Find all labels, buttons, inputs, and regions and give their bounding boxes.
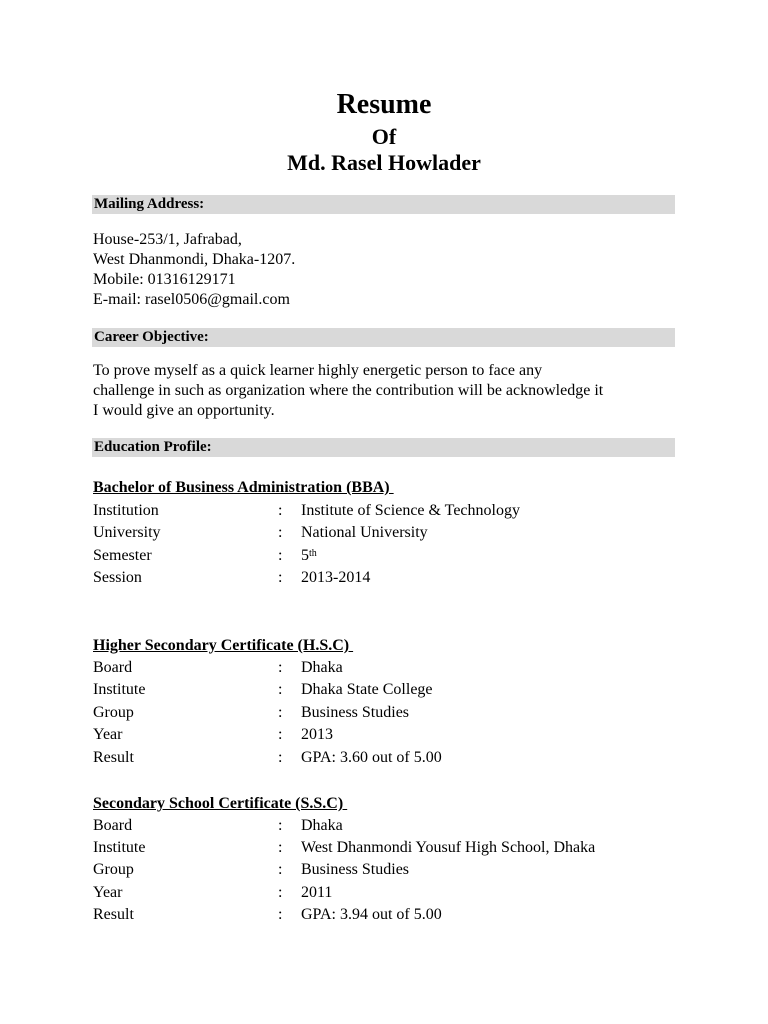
row-label: Group xyxy=(93,861,134,878)
email-line: E-mail: rasel0506@gmail.com xyxy=(93,291,290,308)
row-colon: : xyxy=(278,704,283,721)
table-row xyxy=(93,657,693,679)
applicant-name: Md. Rasel Howlader xyxy=(287,150,481,175)
table-row xyxy=(93,904,693,926)
row-value: GPA: 3.60 out of 5.00 xyxy=(301,749,442,766)
row-value: 2013-2014 xyxy=(301,569,371,586)
row-label: Institute xyxy=(93,681,146,698)
ssc-heading: Secondary School Certificate (S.S.C) xyxy=(93,795,348,812)
row-value: GPA: 3.94 out of 5.00 xyxy=(301,906,442,923)
mobile-line: Mobile: 01316129171 xyxy=(93,271,236,288)
row-value: Dhaka State College xyxy=(301,681,433,698)
mailing-address-heading: Mailing Address: xyxy=(92,195,675,214)
row-label: Institution xyxy=(93,502,159,519)
row-colon: : xyxy=(278,502,283,519)
row-value: National University xyxy=(301,524,428,541)
row-colon: : xyxy=(278,569,283,586)
address-line: House-253/1, Jafrabad, xyxy=(93,231,242,248)
row-label: Board xyxy=(93,817,133,834)
address-line: West Dhanmondi, Dhaka-1207. xyxy=(93,251,296,268)
semester-number: 5 xyxy=(301,547,309,564)
row-label: Result xyxy=(93,749,134,766)
row-colon: : xyxy=(278,749,283,766)
row-value: Business Studies xyxy=(301,861,410,878)
career-objective-heading: Career Objective: xyxy=(92,328,675,347)
row-label: Year xyxy=(93,884,123,901)
table-row xyxy=(93,679,693,701)
row-value: Business Studies xyxy=(301,704,410,721)
row-colon: : xyxy=(278,817,283,834)
row-value xyxy=(301,545,317,567)
table-row xyxy=(93,702,693,724)
row-label: University xyxy=(93,524,161,541)
row-colon: : xyxy=(278,547,283,564)
title-of: Of xyxy=(371,124,397,149)
row-label: Board xyxy=(93,659,133,676)
row-label: Result xyxy=(93,906,134,923)
table-row xyxy=(93,859,693,881)
objective-line: I would give an opportunity. xyxy=(93,402,275,419)
row-label: Institute xyxy=(93,839,146,856)
row-colon: : xyxy=(278,839,283,856)
table-row xyxy=(93,567,693,589)
row-colon: : xyxy=(278,524,283,541)
row-colon: : xyxy=(278,681,283,698)
row-label: Semester xyxy=(93,547,152,564)
row-colon: : xyxy=(278,659,283,676)
table-row xyxy=(93,815,693,837)
row-value: Institute of Science & Technology xyxy=(301,502,520,519)
resume-title: Resume xyxy=(336,89,432,120)
table-row xyxy=(93,724,693,746)
row-label: Group xyxy=(93,704,134,721)
table-row xyxy=(93,545,693,567)
row-label: Year xyxy=(93,726,123,743)
hsc-heading: Higher Secondary Certificate (H.S.C) xyxy=(93,637,354,654)
row-value: West Dhanmondi Yousuf High School, Dhaka xyxy=(301,839,596,856)
table-row xyxy=(93,882,693,904)
row-colon: : xyxy=(278,906,283,923)
row-label: Session xyxy=(93,569,142,586)
row-value: 2013 xyxy=(301,726,333,743)
table-row xyxy=(93,500,693,522)
objective-line: challenge in such as organization where the contribution will be acknowledge it xyxy=(93,382,604,399)
row-colon: : xyxy=(278,884,283,901)
row-colon: : xyxy=(278,861,283,878)
row-value: 2011 xyxy=(301,884,333,901)
row-value: Dhaka xyxy=(301,659,343,676)
education-profile-heading: Education Profile: xyxy=(92,438,675,457)
table-row xyxy=(93,837,693,859)
table-row xyxy=(93,747,693,769)
semester-suffix: th xyxy=(309,548,317,559)
bba-heading: Bachelor of Business Administration (BBA) xyxy=(93,479,394,496)
row-colon: : xyxy=(278,726,283,743)
objective-line: To prove myself as a quick learner highly energetic person to face any xyxy=(93,362,543,379)
table-row xyxy=(93,522,693,544)
row-value: Dhaka xyxy=(301,817,343,834)
